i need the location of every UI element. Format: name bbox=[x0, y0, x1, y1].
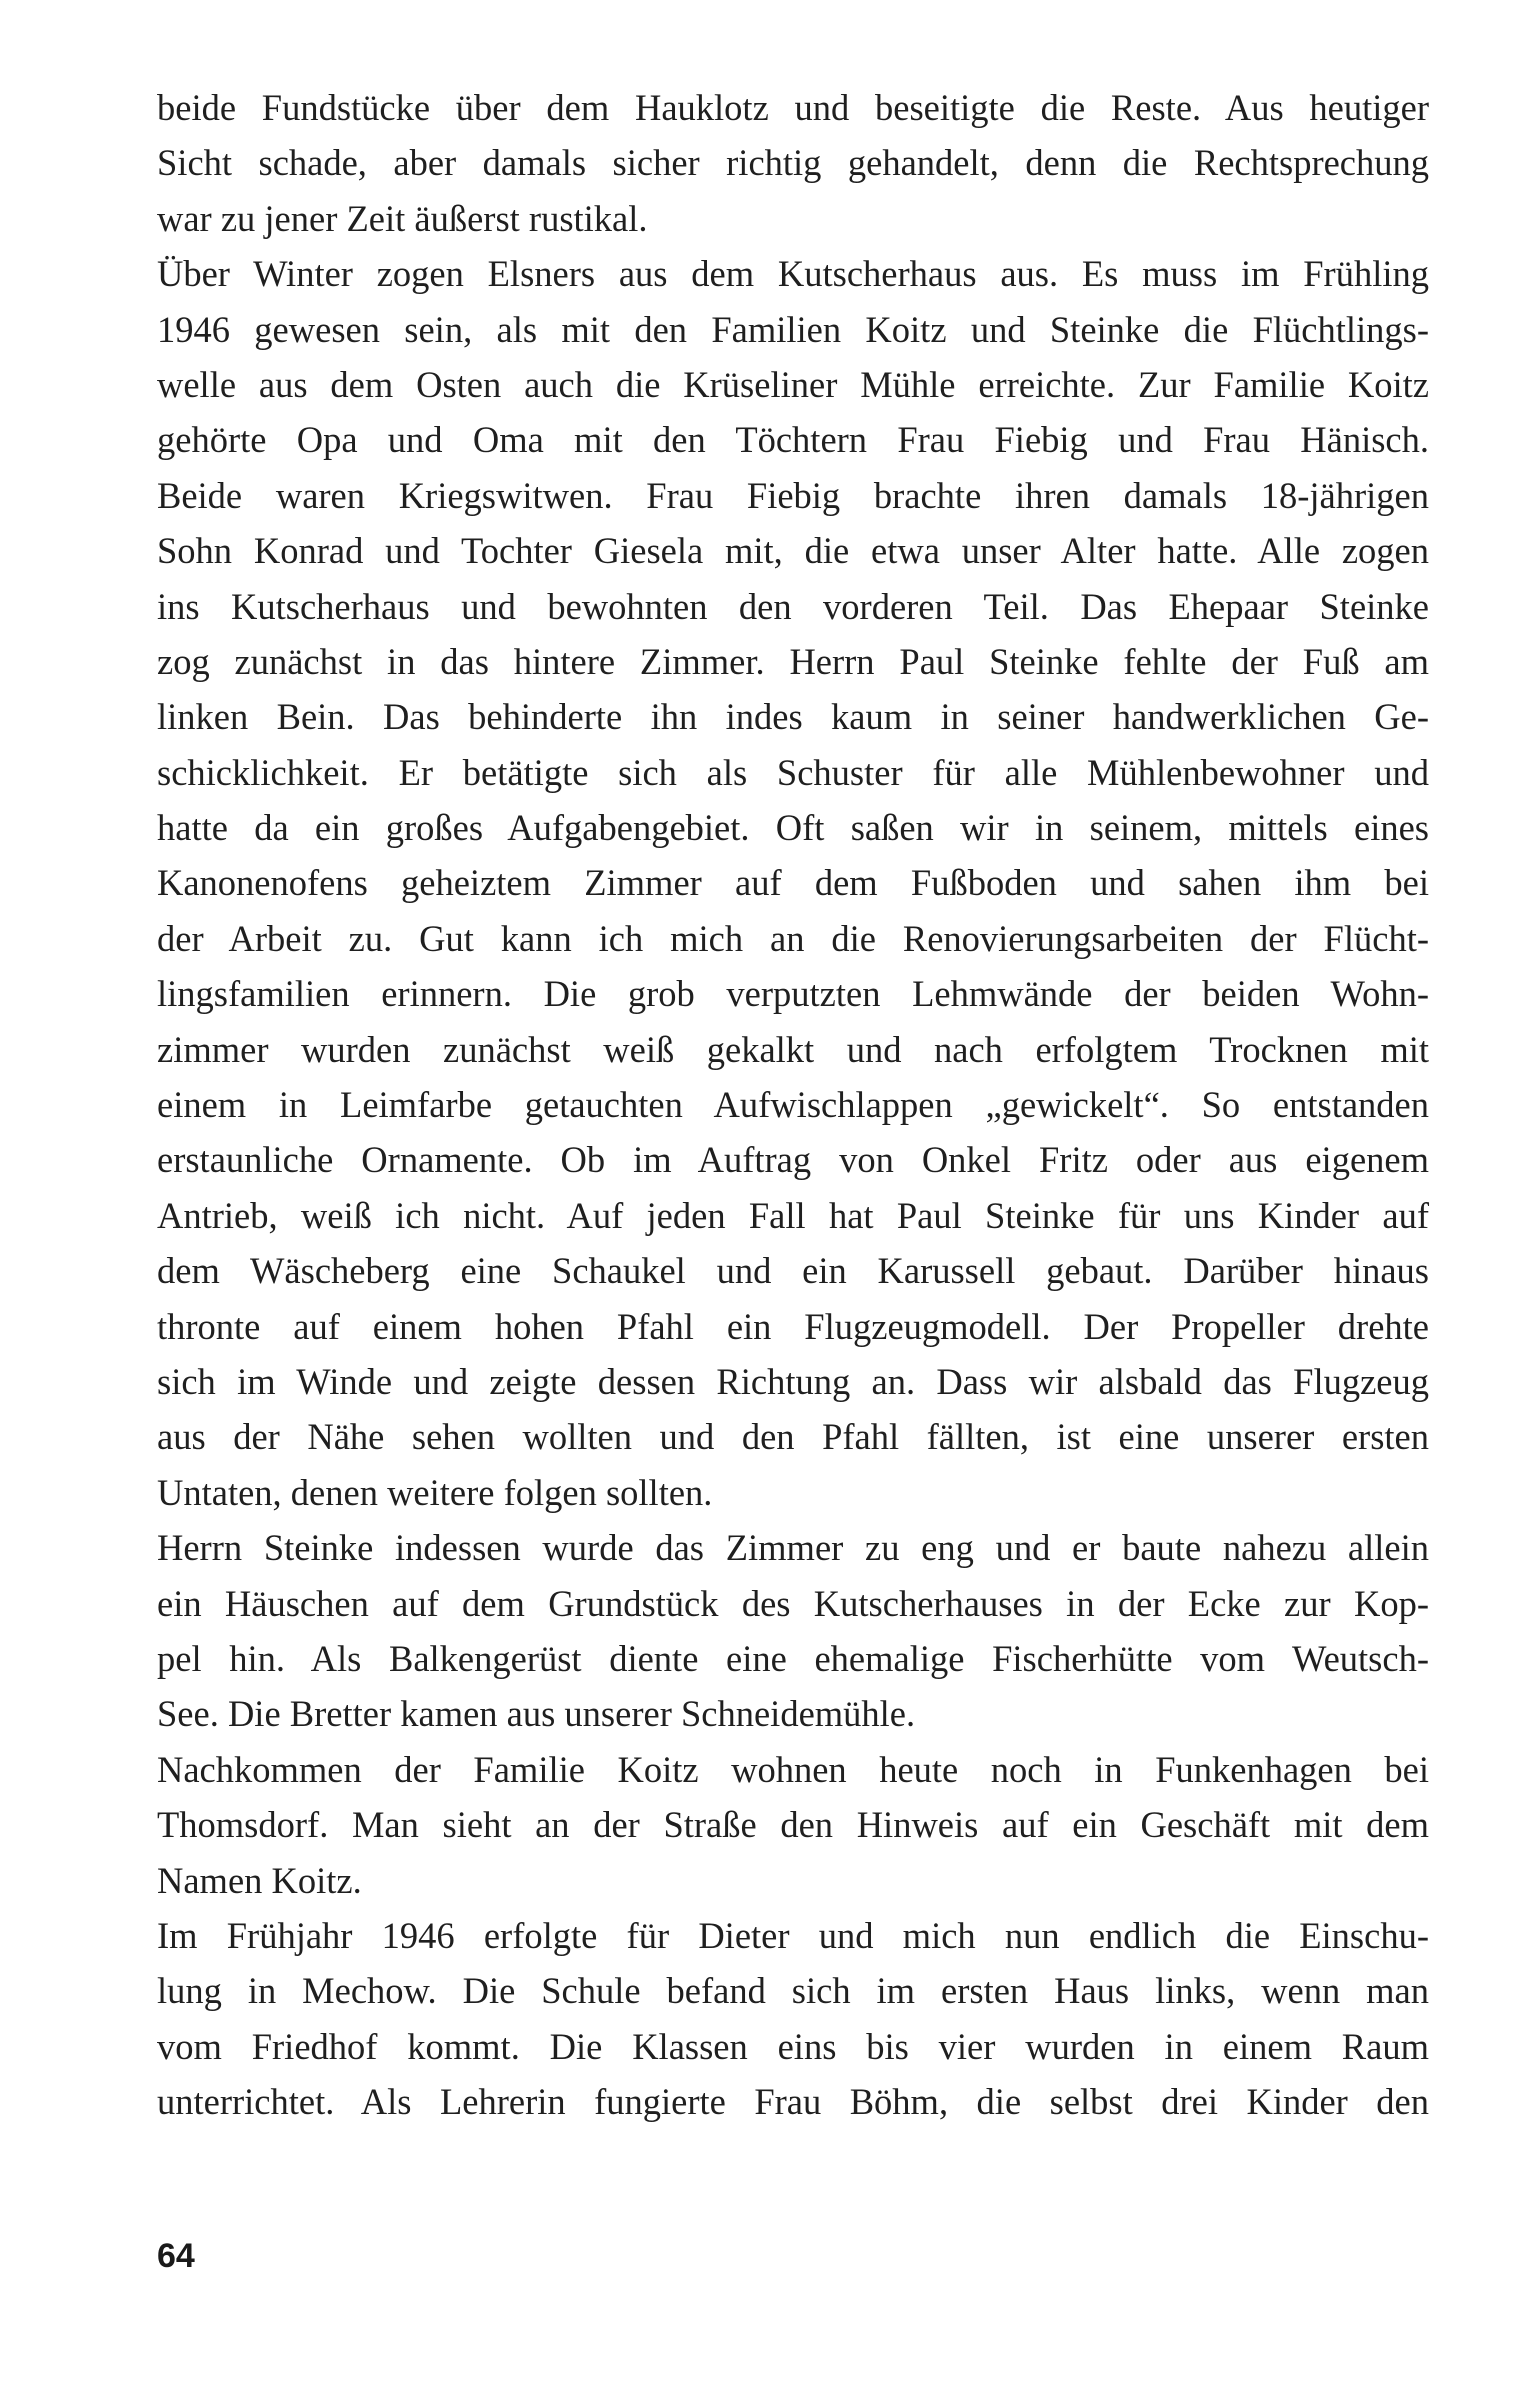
text-line: pel hin. Als Balkengerüst diente eine ehemalige Fischerhütte vom Weutsch- bbox=[157, 1637, 1429, 1679]
paragraph bbox=[157, 1742, 1429, 1908]
text-line: Untaten, denen weitere folgen sollten. bbox=[157, 1471, 713, 1513]
text-line: Namen Koitz. bbox=[157, 1859, 362, 1901]
text-line: erstaunliche Ornamente. Ob im Auftrag von Onkel Fritz oder aus eigenem bbox=[157, 1139, 1429, 1181]
page-number: 64 bbox=[157, 2237, 195, 2275]
text-line: 1946 gewesen sein, als mit den Familien Koitz und Steinke die Flüchtlings- bbox=[157, 308, 1429, 350]
paragraph bbox=[157, 1908, 1429, 2130]
text-line: unterrichtet. Als Lehrerin fungierte Frau Böhm, die selbst drei Kinder den bbox=[157, 2081, 1429, 2123]
text-line: beide Fundstücke über dem Hauklotz und beseitigte die Reste. Aus heutiger bbox=[157, 87, 1429, 128]
body-text bbox=[157, 80, 1429, 2129]
text-line: ein Häuschen auf dem Grundstück des Kutscherhauses in der Ecke zur Kop- bbox=[157, 1582, 1429, 1624]
text-line: aus der Nähe sehen wollten und den Pfahl fällten, ist eine unserer ersten bbox=[157, 1416, 1429, 1458]
text-line: gehörte Opa und Oma mit den Töchtern Frau Fiebig und Frau Hänisch. bbox=[157, 419, 1429, 461]
text-line: See. Die Bretter kamen aus unserer Schneidemühle. bbox=[157, 1693, 916, 1735]
text-line: schicklichkeit. Er betätigte sich als Schuster für alle Mühlenbewohner und bbox=[157, 751, 1429, 793]
text-line: vom Friedhof kommt. Die Klassen eins bis vier wurden in einem Raum bbox=[157, 2025, 1429, 2067]
text-line: dem Wäscheberg eine Schaukel und ein Karussell gebaut. Darüber hinaus bbox=[157, 1250, 1429, 1292]
text-line: Kanonenofens geheiztem Zimmer auf dem Fußboden und sahen ihm bei bbox=[157, 862, 1429, 904]
paragraph bbox=[157, 80, 1429, 246]
text-line: zog zunächst in das hintere Zimmer. Herrn Paul Steinke fehlte der Fuß am bbox=[157, 640, 1429, 682]
text-line: Herrn Steinke indessen wurde das Zimmer zu eng und er baute nahezu allein bbox=[157, 1527, 1429, 1569]
paragraph bbox=[157, 1520, 1429, 1742]
text-line: Antrieb, weiß ich nicht. Auf jeden Fall hat Paul Steinke für uns Kinder auf bbox=[157, 1194, 1429, 1236]
text-line: ins Kutscherhaus und bewohnten den vorderen Teil. Das Ehepaar Steinke bbox=[157, 585, 1429, 627]
text-line: Sohn Konrad und Tochter Giesela mit, die etwa unser Alter hatte. Alle zogen bbox=[157, 530, 1429, 572]
text-line: Nachkommen der Familie Koitz wohnen heute noch in Funkenhagen bei bbox=[157, 1748, 1429, 1790]
text-line: war zu jener Zeit äußerst rustikal. bbox=[157, 197, 648, 239]
text-line: lung in Mechow. Die Schule befand sich im ersten Haus links, wenn man bbox=[157, 1970, 1429, 2012]
text-line: sich im Winde und zeigte dessen Richtung an. Dass wir alsbald das Flugzeug bbox=[157, 1360, 1429, 1402]
text-line: lingsfamilien erinnern. Die grob verputzten Lehmwände der beiden Wohn- bbox=[157, 973, 1429, 1015]
text-line: welle aus dem Osten auch die Krüseliner Mühle erreichte. Zur Familie Koitz bbox=[157, 363, 1429, 405]
paragraph bbox=[157, 246, 1429, 1520]
text-line: hatte da ein großes Aufgabengebiet. Oft saßen wir in seinem, mittels eines bbox=[157, 807, 1429, 849]
text-line: Im Frühjahr 1946 erfolgte für Dieter und mich nun endlich die Einschu- bbox=[157, 1914, 1429, 1956]
text-line: Beide waren Kriegswitwen. Frau Fiebig brachte ihren damals 18-jährigen bbox=[157, 474, 1429, 516]
text-line: zimmer wurden zunächst weiß gekalkt und nach erfolgtem Trocknen mit bbox=[157, 1028, 1429, 1070]
text-line: thronte auf einem hohen Pfahl ein Flugzeugmodell. Der Propeller drehte bbox=[157, 1305, 1429, 1347]
text-line: Über Winter zogen Elsners aus dem Kutscherhaus aus. Es muss im Frühling bbox=[157, 253, 1429, 295]
text-line: Thomsdorf. Man sieht an der Straße den Hinweis auf ein Geschäft mit dem bbox=[157, 1804, 1429, 1846]
text-line: einem in Leimfarbe getauchten Aufwischlappen „gewickelt“. So entstanden bbox=[157, 1084, 1429, 1126]
text-line: linken Bein. Das behinderte ihn indes kaum in seiner handwerklichen Ge- bbox=[157, 696, 1429, 738]
text-line: Sicht schade, aber damals sicher richtig gehandelt, denn die Rechtsprechung bbox=[157, 142, 1429, 184]
text-line: der Arbeit zu. Gut kann ich mich an die Renovierungsarbeiten der Flücht- bbox=[157, 917, 1429, 959]
